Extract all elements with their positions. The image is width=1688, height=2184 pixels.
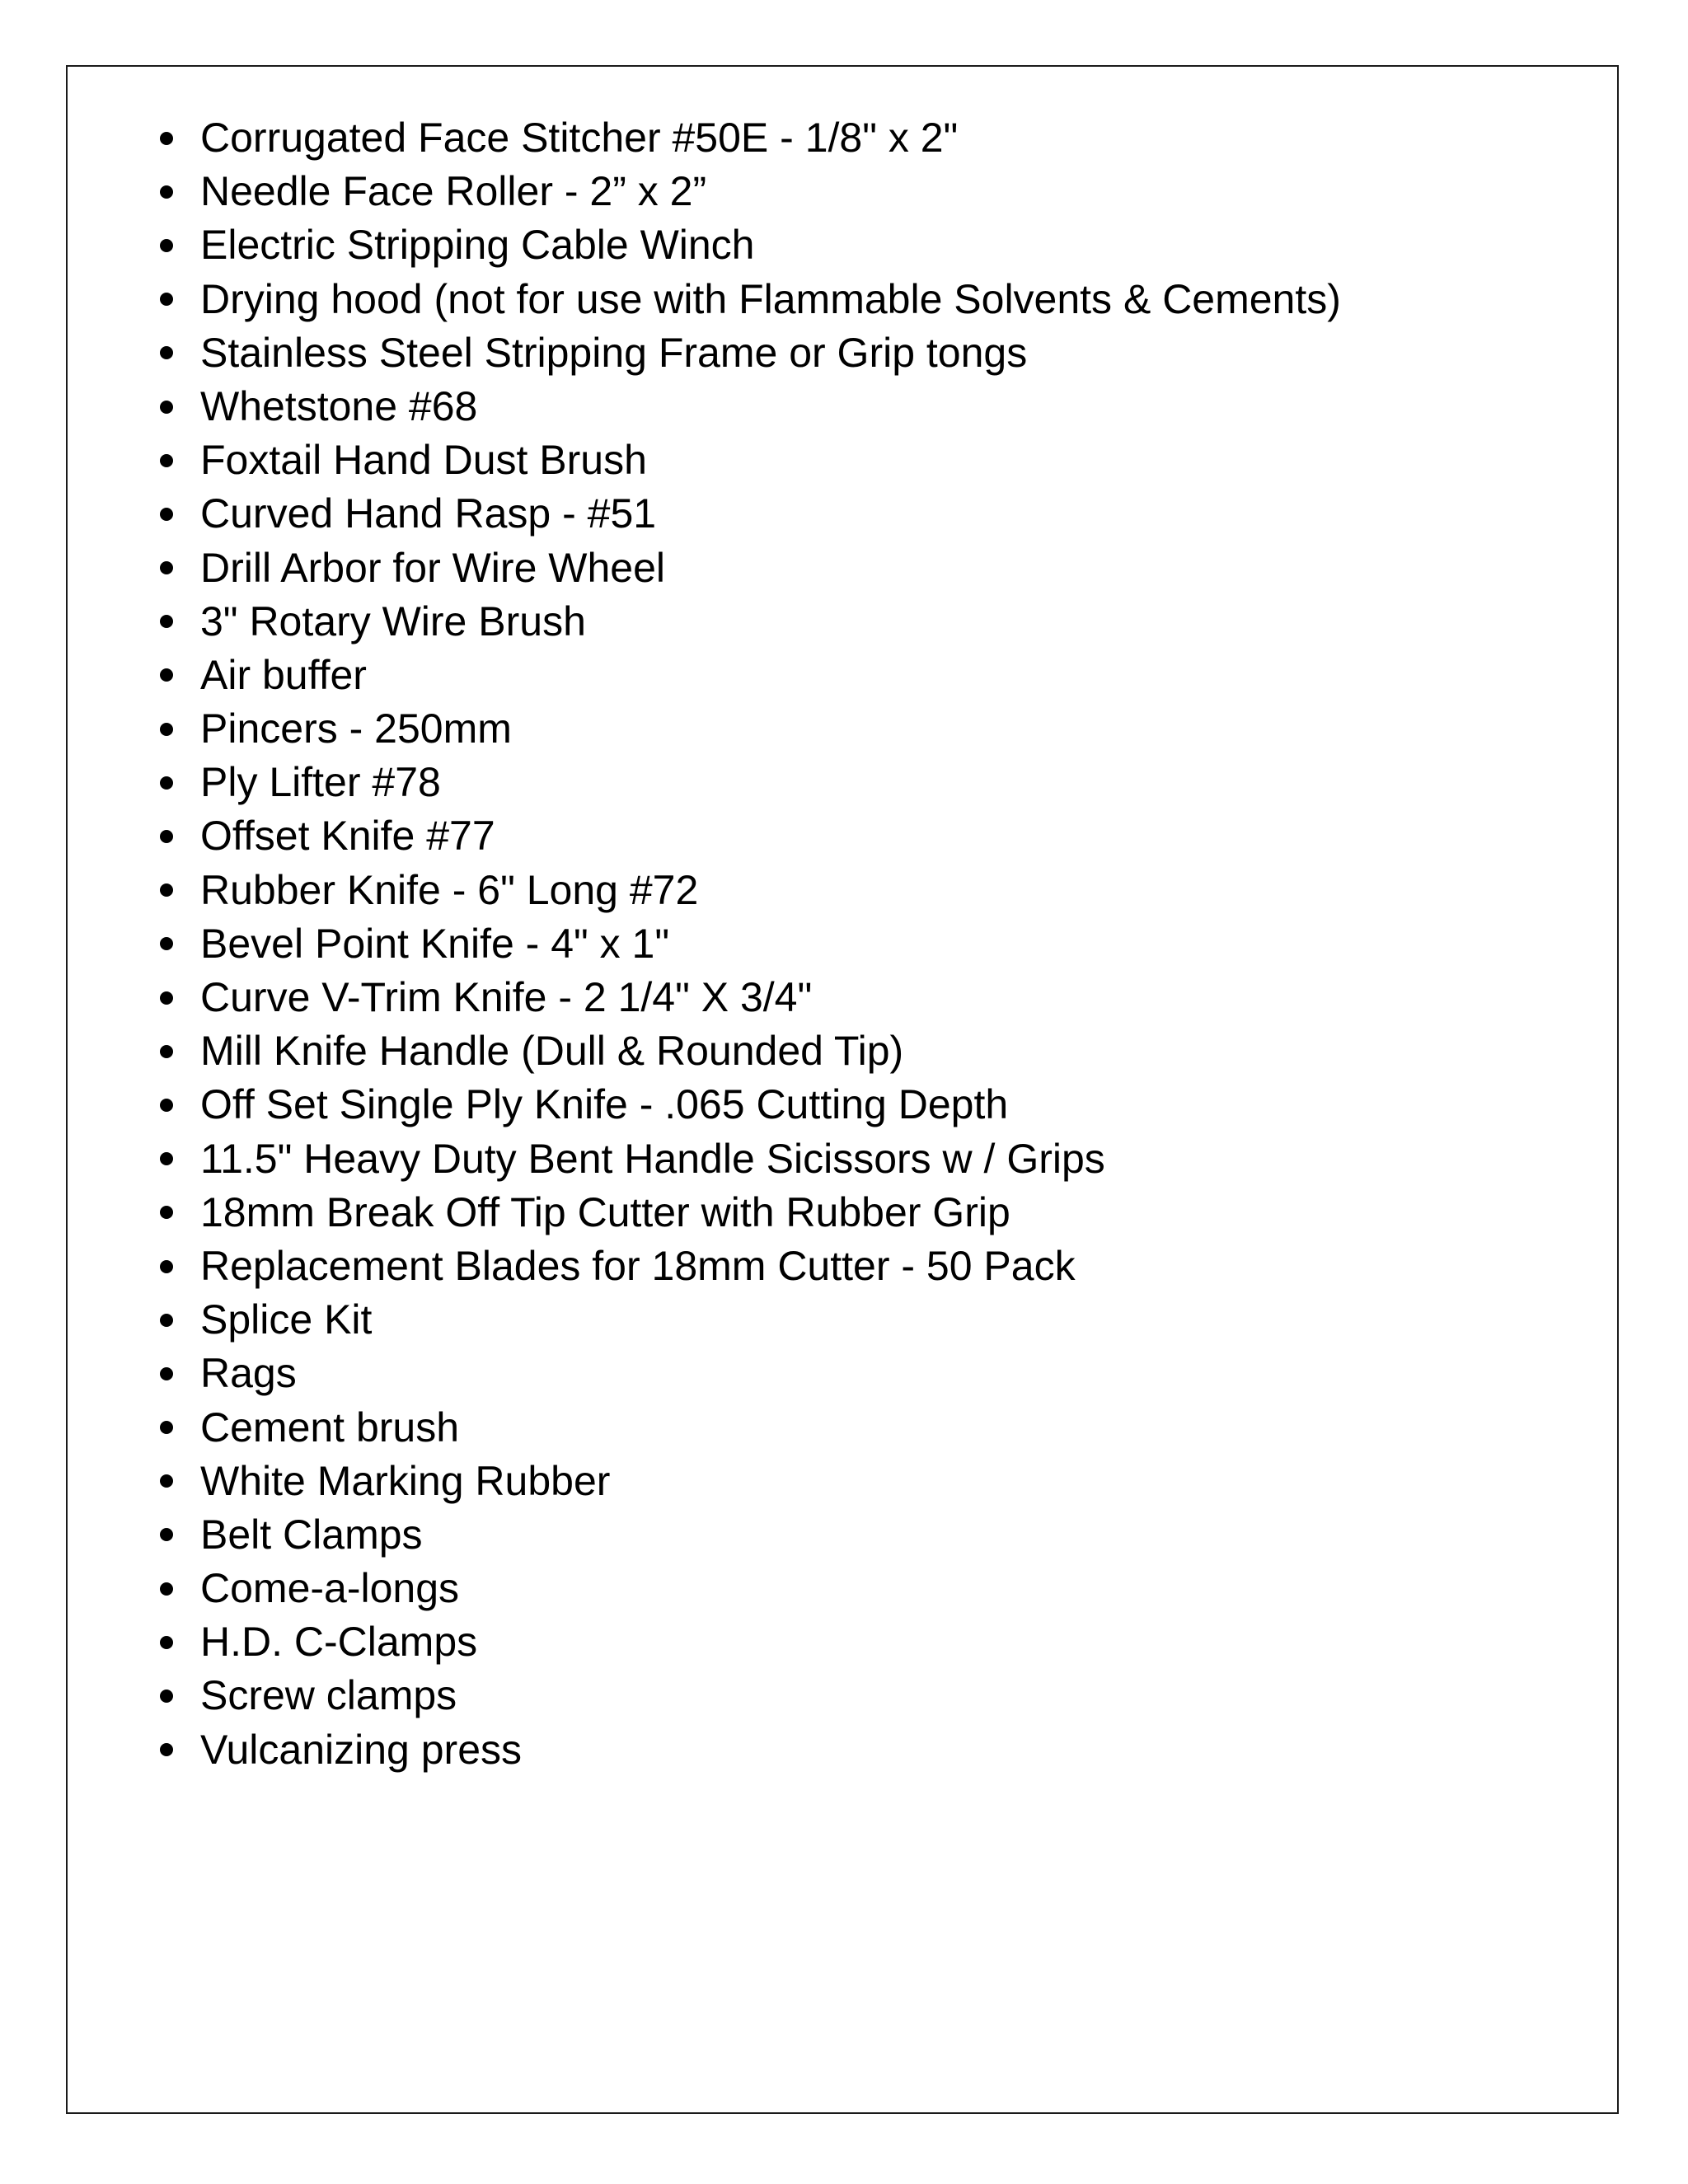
list-item-text: Mill Knife Handle (Dull & Rounded Tip) bbox=[200, 1028, 904, 1075]
list-item-text: Stainless Steel Stripping Frame or Grip tongs bbox=[200, 329, 1028, 376]
bullet-icon bbox=[160, 1474, 173, 1488]
bullet-icon bbox=[160, 1260, 173, 1273]
list-item-text: Whetstone #68 bbox=[200, 382, 478, 429]
bullet-icon bbox=[160, 1045, 173, 1058]
list-item-text: 3" Rotary Wire Brush bbox=[200, 598, 586, 644]
bullet-icon bbox=[160, 239, 173, 252]
page-border-frame bbox=[66, 65, 1619, 2114]
bullet-icon bbox=[160, 346, 173, 359]
bullet-icon bbox=[160, 132, 173, 145]
bullet-icon bbox=[160, 1636, 173, 1649]
list-item-text: Splice Kit bbox=[200, 1296, 373, 1343]
bullet-icon bbox=[160, 293, 173, 306]
bullet-icon bbox=[160, 401, 173, 414]
bullet-icon bbox=[160, 1367, 173, 1380]
list-item-text: Air buffer bbox=[200, 651, 367, 698]
bullet-icon bbox=[160, 723, 173, 736]
bullet-icon bbox=[160, 1582, 173, 1596]
bullet-icon bbox=[160, 1421, 173, 1434]
list-item-text: Rubber Knife - 6" Long #72 bbox=[200, 866, 699, 913]
bullet-icon bbox=[160, 668, 173, 682]
list-item-text: Curve V-Trim Knife - 2 1/4" X 3/4" bbox=[200, 974, 813, 1020]
list-item-text: 11.5" Heavy Duty Bent Handle Sicissors w / Grips bbox=[200, 1135, 1105, 1182]
bullet-icon bbox=[160, 1099, 173, 1112]
list-item-text: Ply Lifter #78 bbox=[200, 759, 441, 806]
list-item-text: Foxtail Hand Dust Brush bbox=[200, 437, 647, 484]
list-item-text: Offset Knife #77 bbox=[200, 813, 495, 860]
list-item-text: Drill Arbor for Wire Wheel bbox=[200, 544, 665, 591]
list-item-text: 18mm Break Off Tip Cutter with Rubber Grip bbox=[200, 1188, 1010, 1235]
list-item-text: Electric Stripping Cable Winch bbox=[200, 222, 755, 269]
list-item-text: Curved Hand Rasp - #51 bbox=[200, 490, 657, 537]
list-item-text: Vulcanizing press bbox=[200, 1726, 523, 1773]
bullet-icon bbox=[160, 1528, 173, 1541]
bullet-icon bbox=[160, 830, 173, 843]
bullet-icon bbox=[160, 991, 173, 1005]
list-item-text: Pincers - 250mm bbox=[200, 705, 512, 752]
bullet-icon bbox=[160, 1314, 173, 1327]
list-item-text: White Marking Rubber bbox=[200, 1457, 611, 1504]
list-item-text: Come-a-longs bbox=[200, 1565, 460, 1612]
list-item-text: Drying hood (not for use with Flammable Solvents & Cements) bbox=[200, 275, 1341, 322]
bullet-icon bbox=[160, 1690, 173, 1703]
bullet-icon bbox=[160, 883, 173, 897]
bullet-icon bbox=[160, 937, 173, 950]
list-item-text: H.D. C-Clamps bbox=[200, 1619, 478, 1666]
bullet-icon bbox=[160, 615, 173, 628]
list-item-text: Off Set Single Ply Knife - .065 Cutting Depth bbox=[200, 1081, 1009, 1128]
bullet-icon bbox=[160, 1152, 173, 1165]
bullet-icon bbox=[160, 185, 173, 199]
bullet-icon bbox=[160, 776, 173, 790]
bullet-icon bbox=[160, 1206, 173, 1219]
bullet-icon bbox=[160, 454, 173, 467]
list-item-text: Needle Face Roller - 2” x 2” bbox=[200, 168, 707, 215]
bullet-icon bbox=[160, 508, 173, 521]
list-item-text: Screw clamps bbox=[200, 1672, 457, 1719]
list-item-text: Corrugated Face Stitcher #50E - 1/8" x 2" bbox=[200, 115, 959, 161]
bullet-icon bbox=[160, 561, 173, 574]
list-item-text: Belt Clamps bbox=[200, 1511, 423, 1558]
list-item-text: Rags bbox=[200, 1350, 297, 1397]
bullet-icon bbox=[160, 1743, 173, 1756]
list-item-text: Cement brush bbox=[200, 1404, 460, 1451]
list-item-text: Replacement Blades for 18mm Cutter - 50 Pack bbox=[200, 1242, 1076, 1289]
list-item-text: Bevel Point Knife - 4" x 1" bbox=[200, 920, 670, 967]
